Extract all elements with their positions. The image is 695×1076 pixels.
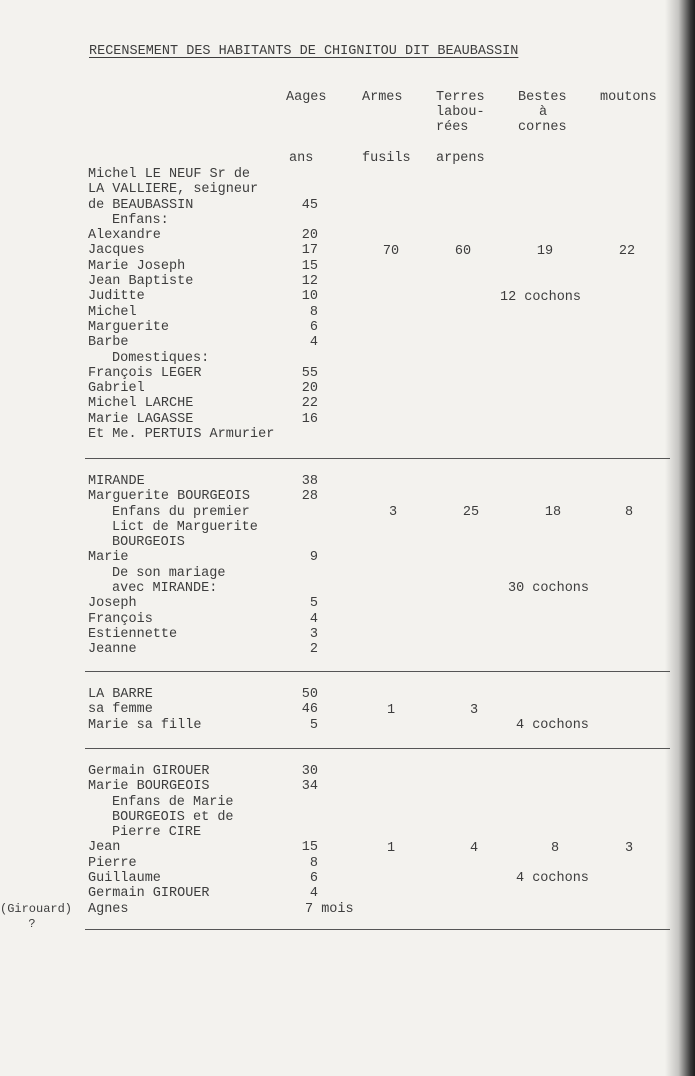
header-ans: ans (289, 151, 314, 166)
age-value (284, 351, 318, 366)
list-item: BOURGEOIS et de (112, 809, 234, 825)
household-4-ages (284, 764, 354, 917)
list-item: Joseph (88, 596, 137, 612)
household-4-bestes: 8 (550, 841, 560, 856)
age-value: 17 (301, 243, 318, 259)
age-value: 10 (301, 289, 318, 305)
age-value: 38 (301, 474, 318, 489)
age-value: 20 (301, 381, 318, 397)
age-value (284, 825, 318, 840)
list-item: Marie (88, 550, 129, 566)
list-item: Alexandre (88, 228, 161, 244)
age-value: 46 (301, 702, 318, 718)
list-item: Enfans: (112, 212, 169, 228)
list-item: Marie Joseph (88, 258, 186, 274)
age-value (284, 795, 318, 810)
household-1-ages (284, 167, 318, 442)
header-moutons: moutons (600, 90, 657, 105)
age-value (284, 427, 318, 442)
list-item: Domestiques: (112, 350, 210, 366)
list-item: François LEGER (88, 365, 202, 381)
list-item: de BEAUBASSIN (88, 197, 194, 213)
margin-annotation (0, 902, 73, 932)
age-value: 15 (301, 840, 318, 856)
list-item: Marie LAGASSE (88, 411, 194, 427)
list-item: avec MIRANDE: (112, 581, 218, 597)
list-item: MIRANDE (88, 474, 145, 489)
age-value: 55 (301, 365, 318, 381)
divider (85, 748, 670, 749)
household-1-terres: 60 (454, 244, 472, 259)
household-1-bestes: 19 (536, 244, 554, 259)
age-value (284, 167, 318, 182)
household-2-armes: 3 (388, 505, 398, 520)
header-fusils: fusils (362, 151, 411, 166)
household-4-armes: 1 (386, 841, 396, 856)
list-item: Germain GIROUER (88, 764, 210, 779)
household-3-terres: 3 (469, 703, 479, 718)
age-value: 16 (301, 411, 318, 427)
age-value: 6 (309, 871, 318, 887)
header-arpens: arpens (436, 151, 485, 166)
divider (85, 929, 670, 930)
list-item: Marie sa fille (88, 717, 202, 733)
list-item: Marguerite (88, 319, 170, 335)
age-value: 4 (309, 335, 318, 351)
list-item: Agnes (88, 901, 129, 917)
list-item: Jeanne (88, 642, 137, 658)
list-item: Guillaume (88, 871, 161, 887)
household-1-cochons: 12 cochons (500, 290, 582, 305)
list-item: Marie BOURGEOIS (88, 779, 210, 795)
household-3-ages (284, 687, 318, 733)
header-aages: Aages (286, 90, 327, 105)
household-4-cochons: 4 cochons (516, 871, 589, 886)
margin-note-line-2: ? (28, 917, 36, 931)
age-value: 50 (301, 687, 318, 702)
household-2-names (88, 474, 258, 658)
list-item: Gabriel (88, 381, 145, 397)
age-value: 6 (309, 319, 318, 335)
household-1-armes: 70 (382, 244, 400, 259)
header-terres-3: rées (436, 120, 469, 135)
age-value: 8 (309, 304, 318, 320)
household-2-cochons: 30 cochons (508, 581, 590, 596)
list-item: LA BARRE (88, 687, 153, 702)
list-item: Estiennette (88, 626, 178, 642)
list-item: Jean Baptiste (88, 274, 194, 290)
age-value: 30 (301, 764, 318, 779)
list-item: Juditte (88, 289, 145, 305)
list-item: LA VALLIERE, seigneur (88, 182, 259, 198)
age-value (284, 535, 318, 550)
list-item: François (88, 611, 153, 627)
list-item: Jacques (88, 243, 145, 259)
household-3-names (88, 687, 201, 733)
household-2-bestes: 18 (544, 505, 562, 520)
list-item: Jean (88, 840, 121, 856)
age-value: 5 (309, 596, 318, 612)
age-value: 28 (301, 489, 318, 505)
header-bestes-3: cornes (518, 120, 567, 135)
age-value: 2 (309, 642, 318, 658)
household-2-terres: 25 (462, 505, 480, 520)
header-terres-1: Terres (436, 90, 485, 105)
header-armes: Armes (362, 90, 403, 105)
header-bestes-1: Bestes (518, 90, 567, 105)
household-4-terres: 4 (469, 841, 479, 856)
page-title: RECENSEMENT DES HABITANTS DE CHIGNITOU DIT BEAUBASSIN (89, 44, 519, 59)
age-value: 7 mois (305, 901, 354, 917)
list-item: BOURGEOIS (112, 535, 185, 551)
household-2-ages (284, 474, 318, 658)
household-2-moutons: 8 (624, 505, 634, 520)
age-value: 12 (301, 274, 318, 290)
age-value: 4 (309, 886, 318, 902)
age-value (284, 182, 318, 197)
list-item: Pierre (88, 855, 137, 871)
list-item: Lict de Marguerite (112, 519, 258, 535)
header-terres-2: labou- (436, 105, 485, 120)
list-item: Marguerite BOURGEOIS (88, 489, 251, 505)
age-value: 15 (301, 258, 318, 274)
list-item: sa femme (88, 702, 153, 718)
age-value: 22 (301, 396, 318, 412)
age-value: 34 (301, 779, 318, 795)
list-item: Et Me. PERTUIS Armurier (88, 427, 275, 443)
age-value (284, 505, 318, 520)
age-value: 9 (309, 550, 318, 566)
age-value: 45 (301, 197, 318, 213)
household-4-moutons: 3 (624, 841, 634, 856)
list-item: Germain GIROUER (88, 886, 210, 902)
list-item: De son mariage (112, 565, 226, 581)
age-value: 5 (309, 717, 318, 733)
list-item: Pierre CIRE (112, 825, 202, 841)
age-value (284, 581, 318, 596)
age-value: 3 (309, 626, 318, 642)
list-item: Barbe (88, 335, 129, 351)
age-value (284, 520, 318, 535)
margin-note-line-1: (Girouard) (0, 902, 73, 916)
age-value (284, 566, 318, 581)
household-4-names (88, 764, 234, 917)
list-item: Michel (88, 304, 137, 320)
age-value: 4 (309, 611, 318, 627)
list-item: Michel LARCHE (88, 396, 194, 412)
age-value (284, 810, 318, 825)
list-item: Michel LE NEUF Sr de (88, 167, 251, 182)
list-item: Enfans du premier (112, 504, 250, 520)
age-value (284, 213, 318, 228)
list-item: Enfans de Marie (112, 794, 234, 810)
household-3-armes: 1 (386, 703, 396, 718)
divider (85, 458, 670, 459)
age-value: 8 (309, 855, 318, 871)
household-1-moutons: 22 (618, 244, 636, 259)
household-1-names (88, 167, 274, 442)
age-value: 20 (301, 228, 318, 244)
divider (85, 671, 670, 672)
household-3-cochons: 4 cochons (516, 718, 589, 733)
header-bestes-2: à (539, 105, 548, 120)
book-binding-shadow (665, 0, 695, 1076)
